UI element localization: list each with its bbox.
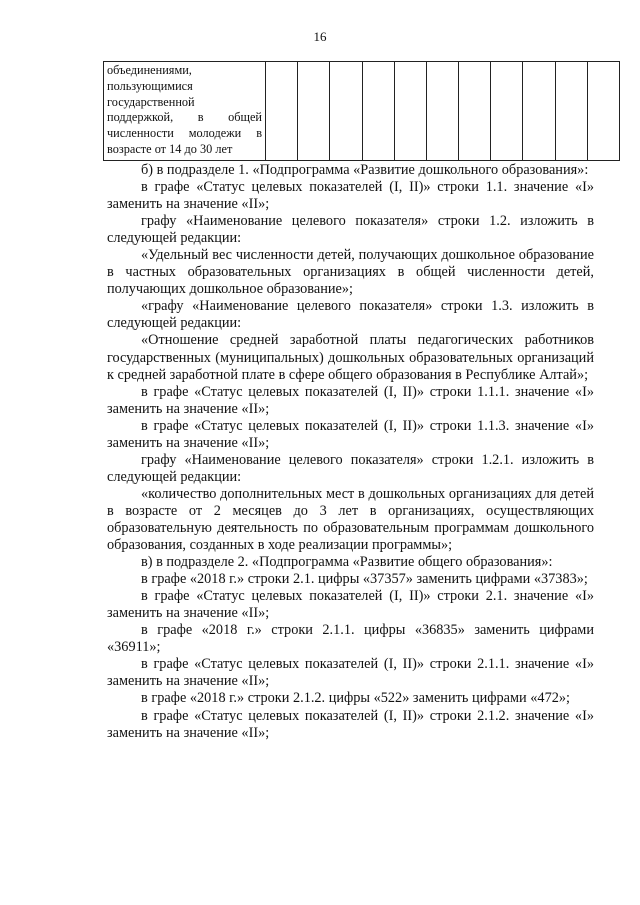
cell-line: государственной xyxy=(107,94,195,109)
paragraph: в графе «Статус целевых показателей (I, II)» строки 1.1. значение «I» заменить на значение «II»; xyxy=(107,179,594,213)
empty-cell xyxy=(555,62,587,161)
paragraph: «Удельный вес численности детей, получающих дошкольное образование в частных образовательных организациях в общей численности детей, получающих дошкольное образование»; xyxy=(107,247,594,298)
paragraph: в графе «Статус целевых показателей (I, II)» строки 2.1. значение «I» заменить на значение «II»; xyxy=(107,588,594,622)
empty-cell xyxy=(523,62,555,161)
cell-line: поддержкой, в общей xyxy=(107,110,262,125)
cell-line: пользующимися xyxy=(107,78,193,93)
empty-cell xyxy=(330,62,362,161)
empty-cell xyxy=(459,62,491,161)
page-number: 16 xyxy=(313,29,327,44)
empty-cell xyxy=(491,62,523,161)
cell-line: объединениями, xyxy=(107,63,192,77)
empty-cell xyxy=(266,62,298,161)
paragraph: в графе «Статус целевых показателей (I, II)» строки 1.1.1. значение «I» заменить на значение «II»; xyxy=(107,383,594,417)
paragraph: «Отношение средней заработной платы педагогических работников государственных (муниципальных) дошкольных образовательных организаций к средней заработной плате в сфере общего образования в Республике Алтай»; xyxy=(107,332,594,383)
cell-line: численности молодежи в xyxy=(107,126,262,141)
indicator-table-fragment xyxy=(103,61,620,161)
paragraph: в) в подразделе 2. «Подпрограмма «Развитие общего образования»: xyxy=(141,554,553,571)
empty-cell xyxy=(362,62,394,161)
paragraph: в графе «2018 г.» строки 2.1.2. цифры «522» заменить цифрами «472»; xyxy=(141,690,570,707)
paragraph: в графе «Статус целевых показателей (I, II)» строки 2.1.1. значение «I» заменить на значение «II»; xyxy=(107,656,594,690)
paragraph: графу «Наименование целевого показателя» строки 1.2. изложить в следующей редакции: xyxy=(107,213,594,247)
paragraph: «количество дополнительных мест в дошкольных организациях для детей в возрасте от 2 месяцев до 3 лет в организациях, осуществляющих образовательную деятельность по образовательным программам дошкольного образования, созданных в ходе реализации программы»; xyxy=(107,485,594,554)
paragraph: «графу «Наименование целевого показателя» строки 1.3. изложить в следующей редакции: xyxy=(107,298,594,332)
empty-cell xyxy=(426,62,458,161)
paragraph: в графе «2018 г.» строки 2.1.1. цифры «36835» заменить цифрами «36911»; xyxy=(107,622,594,656)
paragraph: графу «Наименование целевого показателя» строки 1.2.1. изложить в следующей редакции: xyxy=(107,451,594,485)
empty-cell xyxy=(587,62,619,161)
cell-line: возрасте от 14 до 30 лет xyxy=(107,141,233,156)
table-row xyxy=(104,62,620,161)
paragraph: в графе «Статус целевых показателей (I, II)» строки 2.1.2. значение «I» заменить на значение «II»; xyxy=(107,707,594,741)
empty-cell xyxy=(298,62,330,161)
paragraph: в графе «Статус целевых показателей (I, II)» строки 1.1.3. значение «I» заменить на значение «II»; xyxy=(107,417,594,451)
indicator-name-cell xyxy=(104,62,266,161)
empty-cell xyxy=(394,62,426,161)
paragraph: б) в подразделе 1. «Подпрограмма «Развитие дошкольного образования»: xyxy=(141,162,589,178)
document-body xyxy=(107,162,594,742)
paragraph: в графе «2018 г.» строки 2.1. цифры «37357» заменить цифрами «37383»; xyxy=(141,571,588,588)
